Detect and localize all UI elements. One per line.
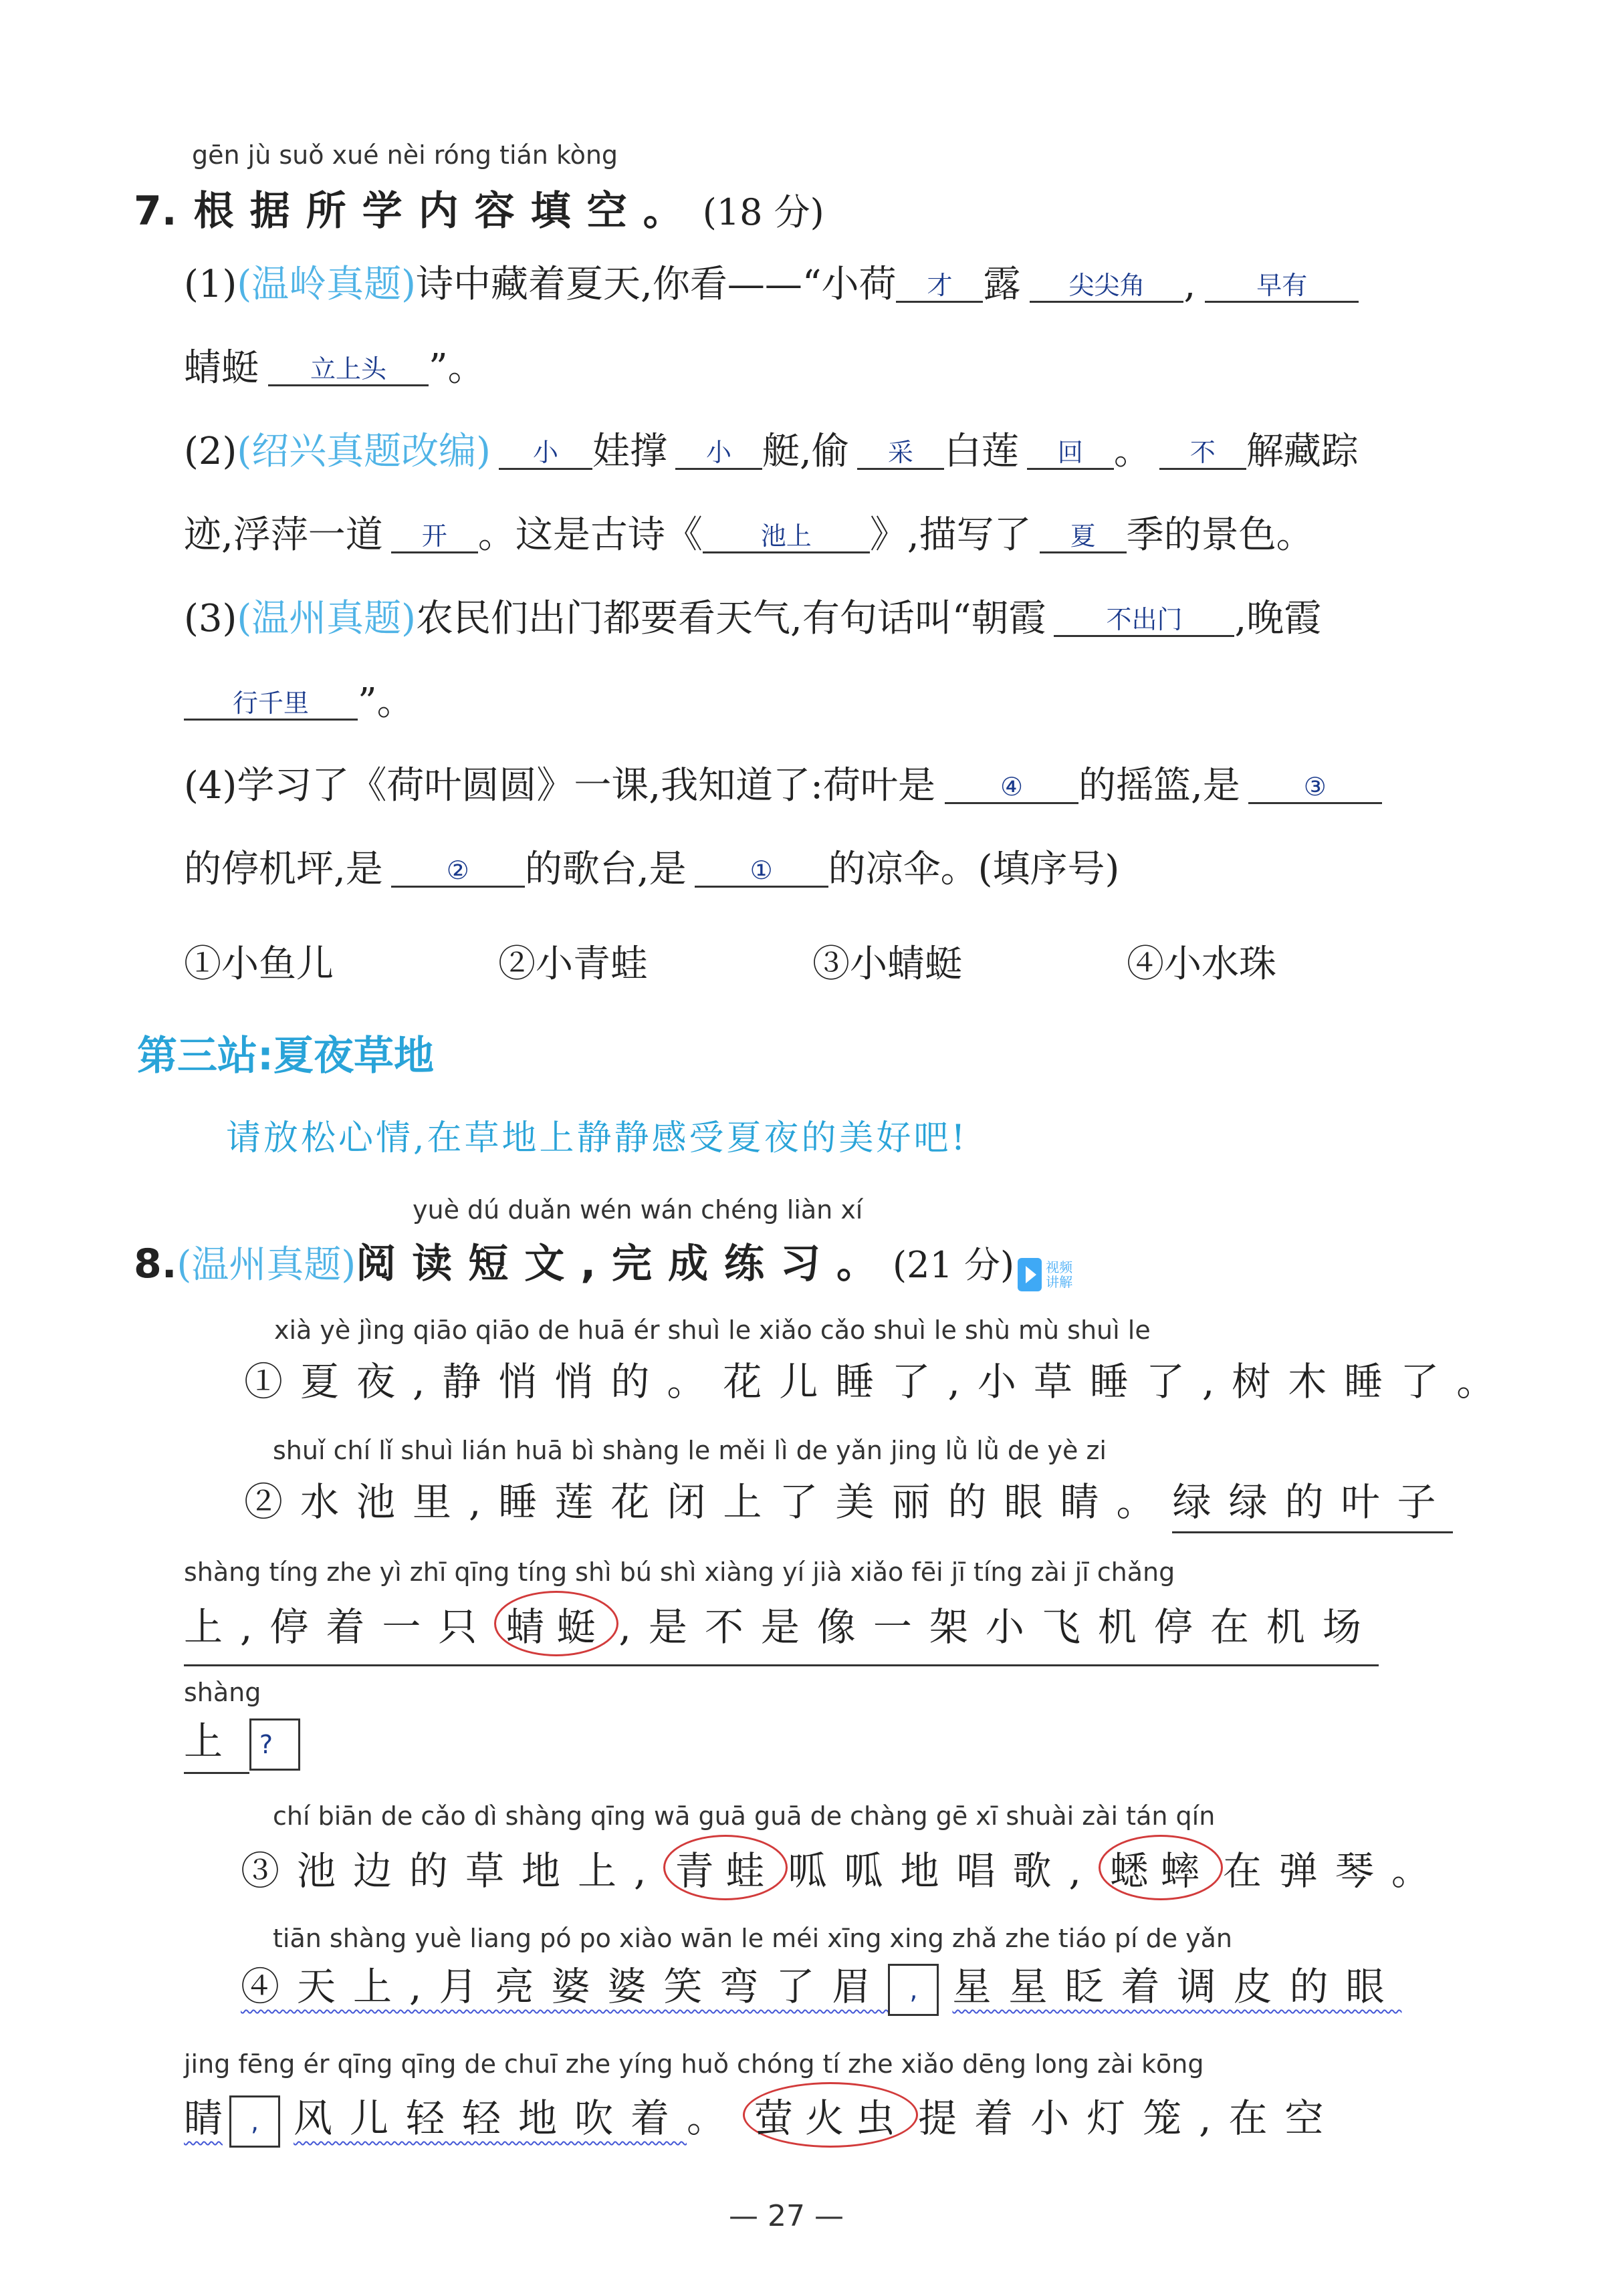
q7-part1-prefix: (1) [184,263,237,306]
story-s5-text1: ③池边的草地上, [241,1848,664,1894]
q8-heading [134,1232,1072,1291]
story-s7-text1: 睛 [184,2095,223,2141]
q7-part1-blank2[interactable]: 尖尖角 [1030,275,1183,303]
q7-part1-text5: ”。 [429,346,485,390]
q7-part4-line2 [184,848,1120,891]
q7-part3-blank2[interactable]: 行千里 [184,693,358,721]
q7-part3-line1 [184,597,1322,640]
story-s6-answer-box[interactable]: , [888,1964,939,2016]
q7-options [184,934,1276,988]
q7-part2-blank2[interactable]: 小 [675,442,762,470]
video-label[interactable]: 视频 讲解 [1046,1259,1073,1290]
story-s4-pinyin: shàng [184,1678,261,1707]
story-s6-pinyin: tiān shàng yuè liang pó po xiào wān le méi xīng xing zhǎ zhe tiáo pí de yǎn [273,1924,1233,1953]
story-s7-wavy-text: 风儿轻轻地吹着 [294,2095,687,2141]
story-s3-text: 上,停着一只 [184,1604,495,1650]
q7-part2-blank4[interactable]: 回 [1027,442,1114,470]
q7-part2-blank5[interactable]: 不 [1159,442,1246,470]
q7-part2-text3: 白莲 [943,430,1019,473]
story-s5-text3: 在弹琴。 [1222,1848,1448,1894]
q7-pinyin: gēn jù suǒ xué nèi róng tián kòng [192,140,618,170]
q7-title: 根据所学内容填空 [193,188,643,235]
q8-title: 阅读短文,完成练习 [356,1241,837,1287]
story-s6-wavy-text: ④天上,月亮婆婆笑弯了眉 [241,1964,889,2009]
q7-part4-blank3[interactable]: ② [391,860,525,888]
story-s6 [241,1955,1401,2016]
q7-part3-prefix: (3) [184,597,237,640]
q7-part1-blank4[interactable]: 立上头 [268,359,429,386]
q7-part2-prefix: (2) [184,430,237,473]
story-s7-pinyin: jing fēng ér qīng qīng de chuī zhe yíng huǒ chóng tí zhe xiǎo dēng long zài kōng [184,2049,1204,2079]
story-s5-text2: 呱呱地唱歌, [788,1848,1099,1894]
q7-part2-blank3[interactable]: 采 [857,442,944,470]
q7-part4-text4: 的歌台,是 [524,848,687,891]
q7-part4-text5: 的凉伞。(填序号) [828,848,1120,891]
story-s2-underlined: 绿绿的叶子 [1172,1479,1453,1533]
q7-part2-text2: 艇,偷 [762,430,849,473]
q7-title-dot: 。 [643,188,699,235]
q7-part1-line1 [184,263,1359,306]
q8-pinyin: yuè dú duǎn wén wán chéng liàn xí [413,1195,863,1225]
story-s1-pinyin: xià yè jìng qiāo qiāo de huā ér shuì le xiǎo cǎo shuì le shù mù shuì le [274,1315,1151,1345]
q7-part2-text4: 。 [1113,430,1151,473]
q7-part2-blank6[interactable]: 开 [391,526,478,553]
story-s4 [184,1710,300,1771]
story-s7-text2: 提着小灯笼,在空 [918,2095,1341,2141]
q8-title-dot: 。 [836,1241,893,1287]
station-subtitle: 请放松心情,在草地上静静感受夏夜的美好吧! [226,1118,968,1158]
q7-part4-line1 [184,764,1382,807]
q7-part3-source: (温州真题) [237,597,417,640]
story-s7 [184,2082,1341,2148]
q7-part1-source: (温岭真题) [237,263,417,306]
story-s2 [244,1471,1453,1527]
q7-part4-text1: (4)学习了《荷叶圆圆》一课,我知道了:荷叶是 [184,764,935,807]
story-s4-answer-box[interactable]: ? [249,1718,300,1771]
q7-part4-blank2[interactable]: ③ [1248,777,1382,804]
video-play-icon[interactable] [1018,1258,1042,1291]
q7-part1-text4: 蜻蜓 [184,346,259,390]
station-title: 第三站:夏夜草地 [137,1033,434,1079]
q7-number: 7. [134,188,177,235]
q7-part2-text6: 迹,浮萍一道 [184,513,383,557]
q8-number: 8. [134,1241,177,1287]
story-s3-text2: ,是不是像一架小飞机停在机场 [618,1604,1379,1650]
story-s5-circled2: 蟋蟀 [1099,1835,1223,1900]
q7-part2-text7: 。这是古诗《 [477,513,703,557]
q7-part2-text5: 解藏踪 [1246,430,1359,473]
q7-part1-blank3[interactable]: 早有 [1205,275,1359,303]
q7-part4-text2: 的摇篮,是 [1078,764,1240,807]
q7-part3-text2: ,晚霞 [1234,597,1322,640]
story-s5-circled1: 青蛙 [663,1835,788,1900]
story-s3-circled: 蜻蜓 [494,1591,618,1656]
story-s2-pinyin: shuǐ chí lǐ shuì lián huā bì shàng le měi lì de yǎn jing lǜ lǜ de yè zi [273,1436,1107,1465]
q7-part2-text1: 娃撑 [592,430,668,473]
story-s5 [241,1835,1448,1900]
q7-option-1: ①小鱼儿 [184,942,334,986]
story-s4-text: 上 [184,1718,249,1774]
story-s7-circled: 萤火虫 [743,2082,918,2148]
q7-part3-text1: 农民们出门都要看天气,有句话叫“朝霞 [416,597,1046,640]
q8-score: (21 分) [893,1244,1015,1286]
q7-part2-blank7[interactable]: 池上 [703,526,870,553]
story-s6-wavy-text2: 星星眨着调皮的眼 [952,1964,1402,2009]
q7-part4-text3: 的停机坪,是 [184,848,383,891]
q8-source: (温州真题) [177,1243,356,1287]
q7-part2-blank1[interactable]: 小 [499,442,592,470]
q7-part3-blank1[interactable]: 不出门 [1054,610,1234,637]
story-s3-pinyin: shàng tíng zhe yì zhī qīng tíng shì bú shì xiàng yí jià xiǎo fēi jī tíng zài jī chǎng [184,1557,1175,1587]
q7-part2-blank8[interactable]: 夏 [1040,526,1127,553]
q7-part1-text3: , [1183,263,1196,306]
q7-part3-line2 [184,680,415,724]
q7-part1-line2 [184,346,485,390]
story-s1: ①夏夜,静悄悄的。花儿睡了,小草睡了,树木睡了。 [244,1359,1513,1404]
q7-part2-line2 [184,513,1314,557]
q7-part2-text8: 》,描写了 [869,513,1032,557]
story-s2-text: ②水池里,睡莲花闭上了美丽的眼睛。 [244,1479,1173,1525]
q7-part3-text3: ”。 [358,680,415,724]
q7-score: (18 分) [702,191,824,233]
q7-part1-text2: 露 [983,263,1021,306]
q7-heading [134,179,824,237]
story-s7-answer-box[interactable]: , [229,2095,280,2148]
page-number: — 27 — [729,2199,844,2233]
story-s5-pinyin: chí biān de cǎo dì shàng qīng wā guā guā de chàng gē xī shuài zài tán qín [273,1801,1216,1831]
q7-option-4: ④小水珠 [1127,942,1276,986]
q7-part1-text: 诗中藏着夏天,你看——“小荷 [416,263,897,306]
q7-part1-blank1[interactable]: 才 [896,275,983,303]
q7-part2-line1 [184,430,1359,473]
q7-part2-source: (绍兴真题改编) [237,430,491,473]
story-s7-dot: 。 [687,2095,744,2141]
story-s3 [184,1591,1379,1666]
q7-option-3: ③小蜻蜓 [812,942,962,986]
q7-part2-text9: 季的景色。 [1126,513,1314,557]
q7-option-2: ②小青蛙 [498,942,648,986]
q7-part4-blank1[interactable]: ④ [945,777,1078,804]
q7-part4-blank4[interactable]: ① [695,860,828,888]
